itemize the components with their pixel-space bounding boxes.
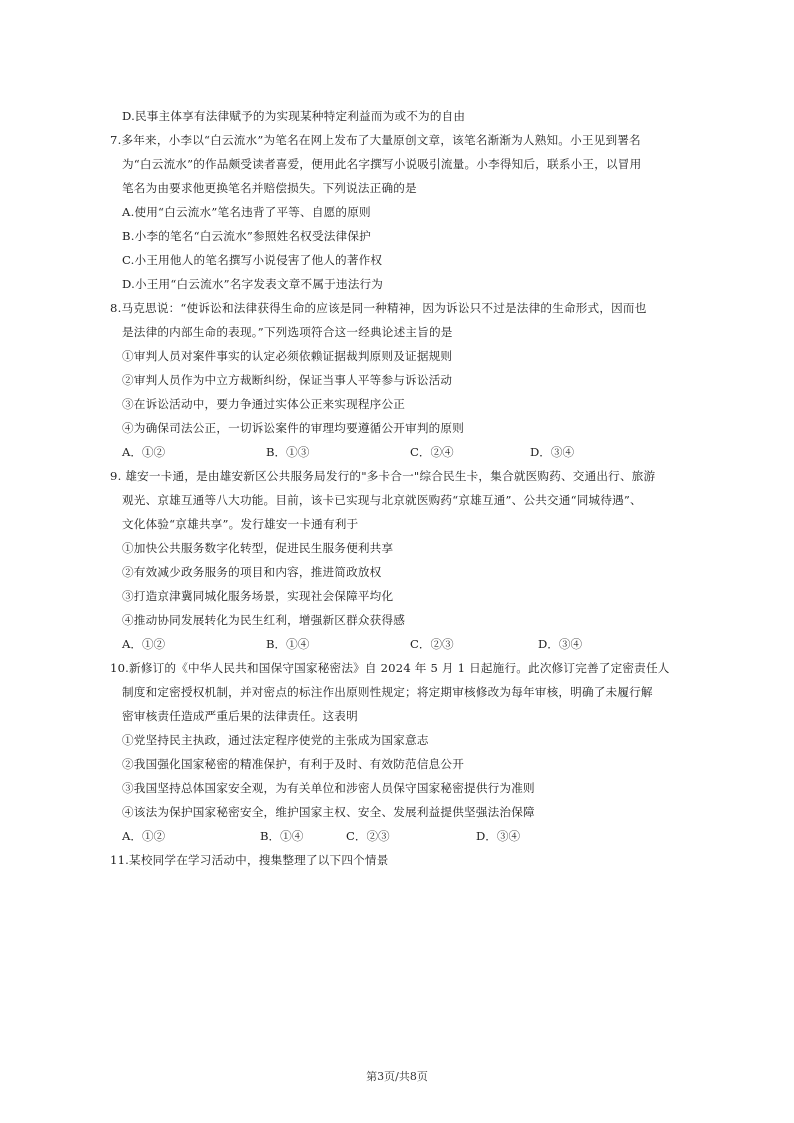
q8-choice-b: B．①③ bbox=[266, 445, 310, 459]
q10-statement-1: ①党坚持民主执政，通过法定程序使党的主张成为国家意志 bbox=[122, 733, 429, 747]
q9-choices bbox=[0, 636, 794, 652]
q9-statement-4: ④推动协同发展转化为民生红利，增强新区群众获得感 bbox=[122, 613, 406, 627]
q9-statement-1: ①加快公共服务数字化转型，促进民生服务便利共享 bbox=[122, 541, 394, 555]
q8-choices bbox=[0, 444, 794, 460]
q10-statement-3: ③我国坚持总体国家安全观，为有关单位和涉密人员保守国家秘密提供行为准则 bbox=[122, 781, 535, 795]
q11-stem-line-1: 11.某校同学在学习活动中，搜集整理了以下四个情景 bbox=[110, 853, 389, 867]
q9-statement-2: ②有效减少政务服务的项目和内容，推进简政放权 bbox=[122, 565, 382, 579]
q8-stem-line-1: 8.马克思说：“使诉讼和法律获得生命的应该是同一种精神，因为诉讼只不过是法律的生命形式，因而也 bbox=[110, 301, 647, 315]
q9-choice-b: B．①④ bbox=[266, 637, 310, 651]
q10-choice-d: D．③④ bbox=[476, 829, 521, 843]
q9-choice-c: C．②③ bbox=[410, 637, 454, 651]
q8-statement-2: ②审判人员作为中立方裁断纠纷，保证当事人平等参与诉讼活动 bbox=[122, 373, 453, 387]
q7-option-a: A.使用“白云流水”笔名违背了平等、自愿的原则 bbox=[122, 205, 371, 219]
q9-stem-line-2: 观光、京雄互通等八大功能。目前，该卡已实现与北京就医购药“京雄互通”、公共交通“同城待遇”、 bbox=[122, 493, 642, 507]
q10-stem-line-3: 密审核责任造成严重后果的法律责任。这表明 bbox=[122, 709, 358, 723]
q9-choice-a: A．①② bbox=[122, 637, 166, 651]
q7-stem-line-3: 笔名为由要求他更换笔名并赔偿损失。下列说法正确的是 bbox=[122, 181, 417, 195]
q8-statement-4: ④为确保司法公正，一切诉讼案件的审理均要遵循公开审判的原则 bbox=[122, 421, 465, 435]
q8-statement-3: ③在诉讼活动中，要力争通过实体公正来实现程序公正 bbox=[122, 397, 406, 411]
q8-statement-1: ①审判人员对案件事实的认定必须依赖证据裁判原则及证据规则 bbox=[122, 349, 453, 363]
q9-stem-line-3: 文化体验“京雄共享”。发行雄安一卡通有利于 bbox=[122, 517, 359, 531]
q7-option-c: C.小王用他人的笔名撰写小说侵害了他人的著作权 bbox=[122, 253, 383, 267]
q7-stem-line-1: 7.多年来，小李以“白云流水”为笔名在网上发布了大量原创文章，该笔名渐渐为人熟知。小王见到署名 bbox=[110, 133, 641, 147]
q9-statement-3: ③打造京津冀同城化服务场景，实现社会保障平均化 bbox=[122, 589, 394, 603]
q7-option-d: D.小王用“白云流水”名字发表文章不属于违法行为 bbox=[122, 277, 384, 291]
q10-statement-4: ④该法为保护国家秘密安全，维护国家主权、安全、发展利益提供坚强法治保障 bbox=[122, 805, 535, 819]
q10-choice-a: A．①② bbox=[122, 829, 166, 843]
q10-stem-line-2: 制度和定密授权机制，并对密点的标注作出原则性规定；将定期审核修改为每年审核，明确了未履行解 bbox=[122, 685, 653, 699]
page-number-footer: 第3页/共8页 bbox=[366, 1070, 428, 1083]
q9-choice-d: D．③④ bbox=[538, 637, 583, 651]
q10-choice-c: C．②③ bbox=[346, 829, 390, 843]
q8-choice-c: C．②④ bbox=[410, 445, 454, 459]
q10-choices bbox=[0, 828, 794, 844]
q10-statement-2: ②我国强化国家秘密的精准保护，有利于及时、有效防范信息公开 bbox=[122, 757, 465, 771]
q8-choice-d: D．③④ bbox=[530, 445, 575, 459]
q8-stem-line-2: 是法律的内部生命的表现。”下列选项符合这一经典论述主旨的是 bbox=[122, 325, 453, 339]
q7-option-b: B.小李的笔名“白云流水”参照姓名权受法律保护 bbox=[122, 229, 371, 243]
q8-choice-a: A．①② bbox=[122, 445, 166, 459]
q10-stem-line-1: 10.新修订的《中华人民共和国保守国家秘密法》自 2024 年 5 月 1 日起施行。此次修订完善了定密责任人 bbox=[110, 661, 670, 675]
q9-stem-line-1: 9. 雄安一卡通，是由雄安新区公共服务局发行的"多卡合一"综合民生卡，集合就医购药、交通出行、旅游 bbox=[110, 469, 656, 483]
q10-choice-b: B．①④ bbox=[260, 829, 304, 843]
q7-stem-line-2: 为“白云流水”的作品颇受读者喜爱，便用此名字撰写小说吸引流量。小李得知后，联系小王，以冒用 bbox=[122, 157, 642, 171]
q6-option-d: D.民事主体享有法律赋予的为实现某种特定利益而为或不为的自由 bbox=[122, 109, 466, 123]
